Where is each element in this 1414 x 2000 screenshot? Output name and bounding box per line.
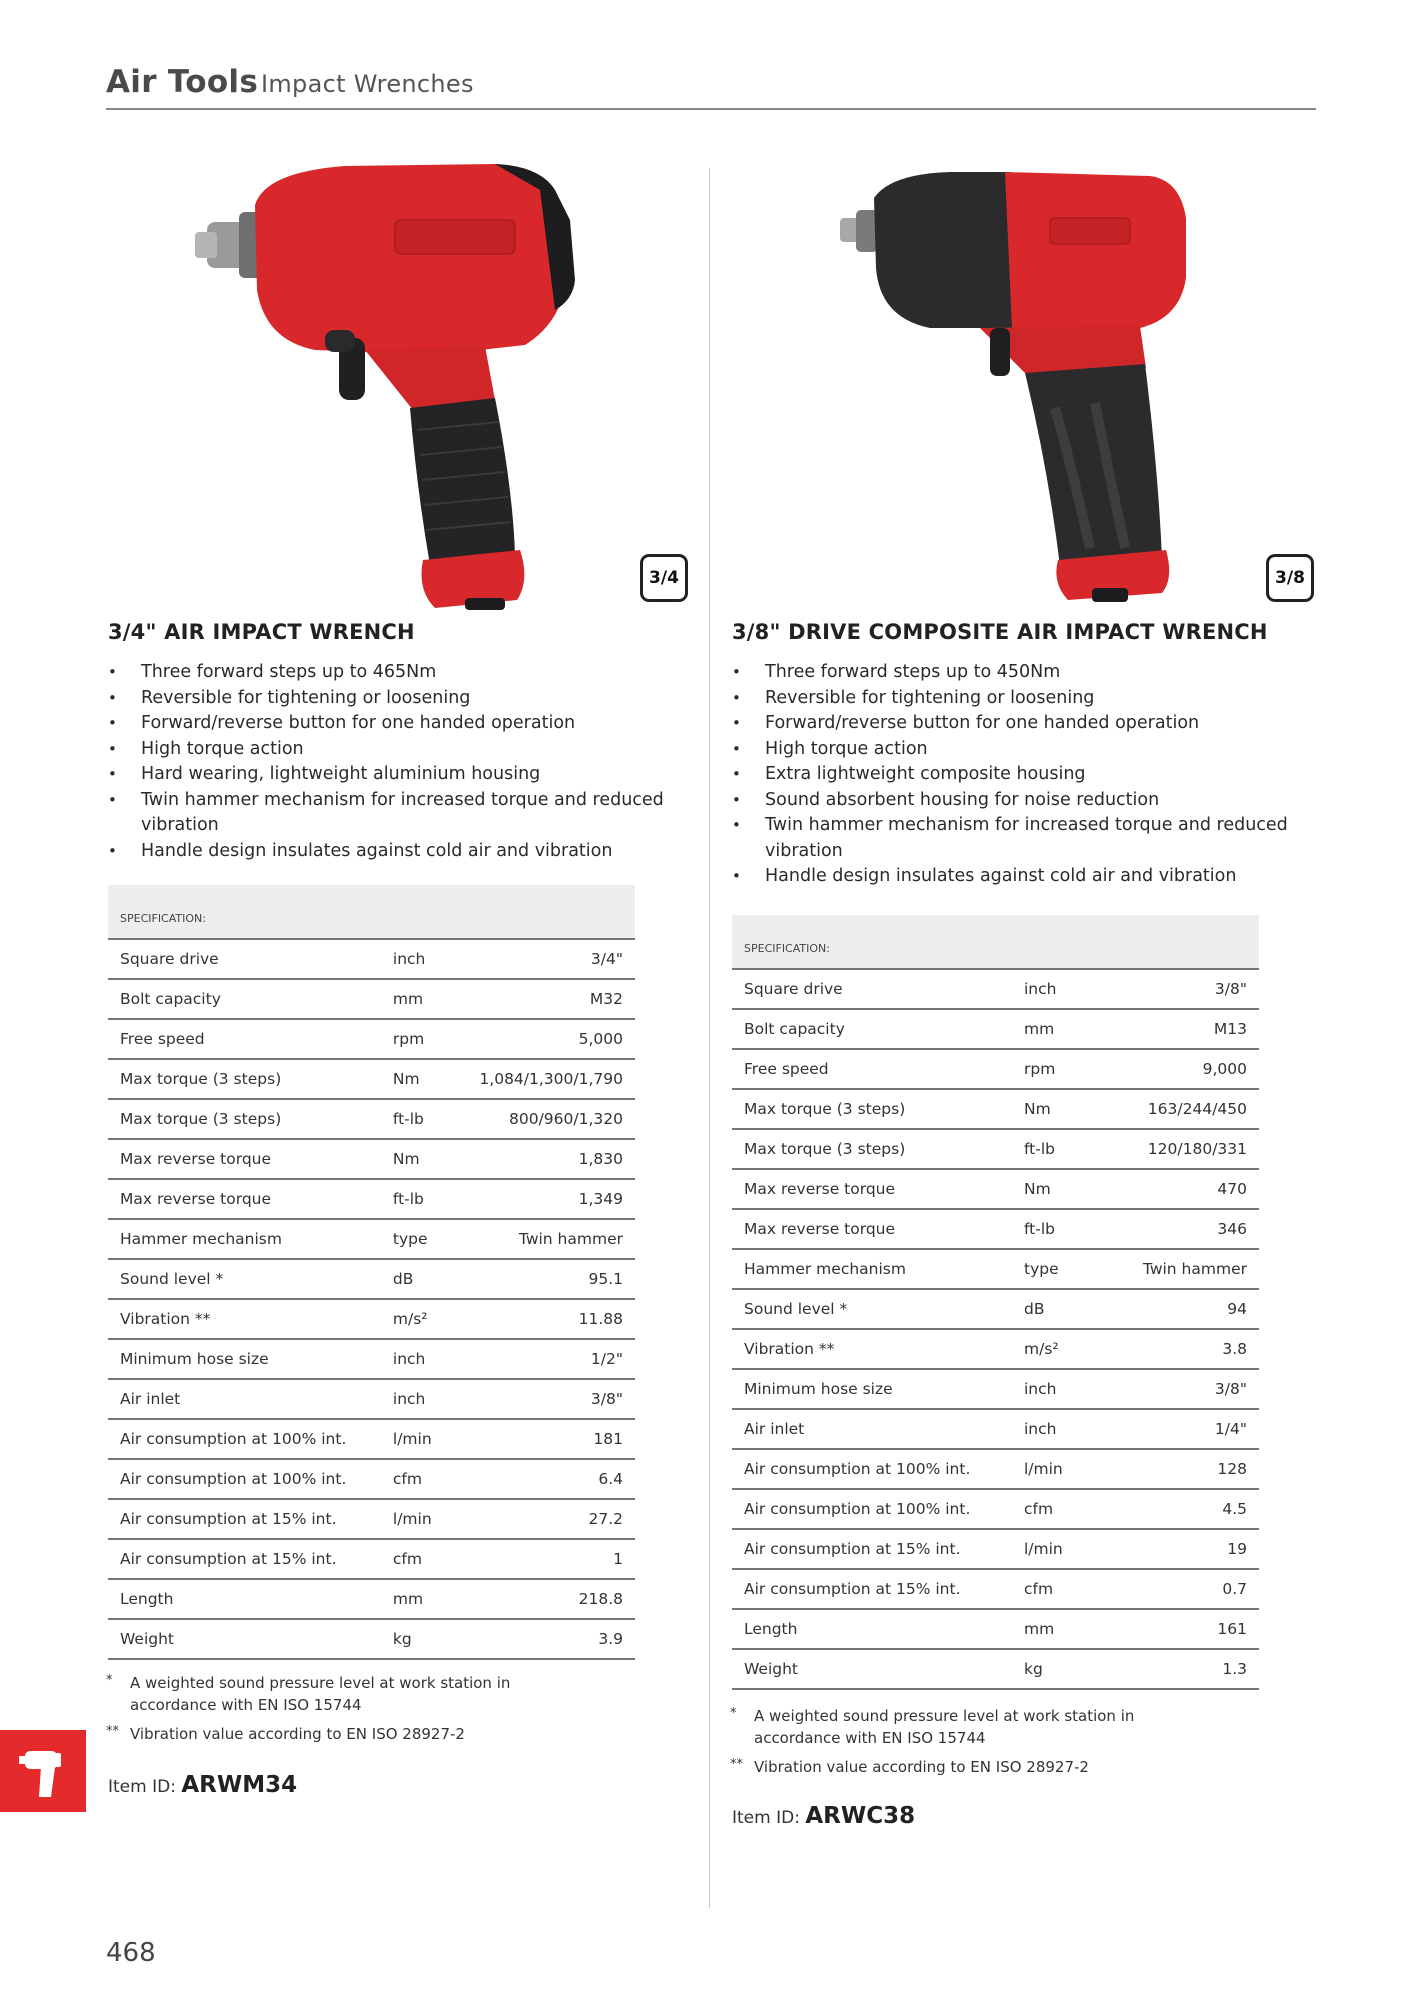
feature-item: • Handle design insulates against cold air and vibration [108, 839, 698, 865]
footnote-text: A weighted sound pressure level at work station in accordance with EN ISO 15744 [130, 1674, 511, 1714]
spec-label: Air inlet [732, 1409, 1012, 1449]
spec-label: Air consumption at 100% int. [108, 1419, 381, 1459]
spec-value: 3/8" [1106, 1369, 1259, 1409]
impact-wrench-composite-image [840, 168, 1210, 608]
spec-value: M13 [1106, 1009, 1259, 1049]
feature-item: • Three forward steps up to 465Nm [108, 660, 698, 686]
spec-value: 5,000 [467, 1019, 635, 1059]
spec-value: 3.8 [1106, 1329, 1259, 1369]
spec-unit: Nm [1012, 1089, 1106, 1129]
spec-unit: cfm [1012, 1489, 1106, 1529]
spec-value: 1 [467, 1539, 635, 1579]
table-row [108, 1299, 635, 1339]
spec-unit: l/min [1012, 1529, 1106, 1569]
impact-wrench-red-image [195, 160, 615, 615]
footnote [730, 1756, 1190, 1778]
spec-label: Air consumption at 15% int. [108, 1539, 381, 1579]
table-row [108, 1619, 635, 1659]
table-row [108, 1539, 635, 1579]
spec-value: Twin hammer [1106, 1249, 1259, 1289]
spec-unit: ft-lb [381, 1179, 468, 1219]
subcategory-title: Impact Wrenches [261, 70, 474, 98]
footnote-mark: * [106, 1673, 113, 1688]
table-row [108, 1259, 635, 1299]
spec-label: Free speed [108, 1019, 381, 1059]
table-row [732, 1609, 1259, 1649]
spec-value: 1.3 [1106, 1649, 1259, 1689]
feature-item: • Sound absorbent housing for noise reduction [732, 788, 1322, 814]
spec-value: 6.4 [467, 1459, 635, 1499]
spec-label: Sound level * [732, 1289, 1012, 1329]
spec-unit: inch [1012, 969, 1106, 1009]
table-row [108, 1499, 635, 1539]
spec-value: 3.9 [467, 1619, 635, 1659]
spec-unit: l/min [1012, 1449, 1106, 1489]
feature-list [108, 660, 698, 864]
badge-numerator: 3 [1275, 568, 1287, 588]
feature-item: • Three forward steps up to 450Nm [732, 660, 1322, 686]
spec-unit: l/min [381, 1499, 468, 1539]
drive-size-badge-icon: 3 / 4 [640, 554, 688, 602]
spec-value: 1,830 [467, 1139, 635, 1179]
feature-item: • Twin hammer mechanism for increased torque and reduced vibration [732, 813, 1322, 864]
feature-item: • Reversible for tightening or loosening [108, 686, 698, 712]
spec-label: Air consumption at 15% int. [732, 1529, 1012, 1569]
spec-label: Length [732, 1609, 1012, 1649]
spec-label: Hammer mechanism [732, 1249, 1012, 1289]
spec-value: Twin hammer [467, 1219, 635, 1259]
spec-label: Hammer mechanism [108, 1219, 381, 1259]
spec-label: Square drive [108, 939, 381, 979]
spec-label: Length [108, 1579, 381, 1619]
spec-label: Bolt capacity [108, 979, 381, 1019]
spec-unit: inch [381, 1379, 468, 1419]
table-row [732, 1129, 1259, 1169]
table-row [732, 1649, 1259, 1689]
spec-unit: inch [1012, 1409, 1106, 1449]
spec-value: 3/4" [467, 939, 635, 979]
item-id-label: Item ID: [108, 1777, 176, 1797]
spec-unit: m/s² [381, 1299, 468, 1339]
spec-label: Sound level * [108, 1259, 381, 1299]
table-row [108, 1099, 635, 1139]
table-row [108, 1419, 635, 1459]
spec-unit: mm [381, 979, 468, 1019]
item-id [108, 1772, 297, 1798]
feature-item: • High torque action [108, 737, 698, 763]
table-row [732, 1289, 1259, 1329]
footnote-mark: ** [106, 1724, 119, 1739]
spec-label: Square drive [732, 969, 1012, 1009]
spec-label: Max reverse torque [108, 1179, 381, 1219]
spec-value: 128 [1106, 1449, 1259, 1489]
item-id-label: Item ID: [732, 1808, 800, 1828]
footnote-text: Vibration value according to EN ISO 28927-2 [130, 1725, 465, 1743]
spec-unit: cfm [381, 1459, 468, 1499]
spec-value: 95.1 [467, 1259, 635, 1299]
spec-unit: mm [1012, 1609, 1106, 1649]
spec-unit: rpm [381, 1019, 468, 1059]
spec-unit: Nm [381, 1139, 468, 1179]
table-row [732, 1209, 1259, 1249]
spec-unit: mm [381, 1579, 468, 1619]
air-tools-section-tab [0, 1730, 86, 1812]
spec-value: 3/8" [467, 1379, 635, 1419]
feature-list [732, 660, 1322, 890]
spec-unit: m/s² [1012, 1329, 1106, 1369]
table-row [732, 1329, 1259, 1369]
spec-value: 1,084/1,300/1,790 [467, 1059, 635, 1099]
footnotes [730, 1705, 1190, 1785]
spec-value: 1/2" [467, 1339, 635, 1379]
table-row [108, 1059, 635, 1099]
spec-unit: ft-lb [381, 1099, 468, 1139]
spec-label: Minimum hose size [108, 1339, 381, 1379]
spec-unit: inch [381, 1339, 468, 1379]
spec-label: Weight [108, 1619, 381, 1659]
table-row [108, 1019, 635, 1059]
feature-item: • Forward/reverse button for one handed operation [732, 711, 1322, 737]
table-row [108, 1139, 635, 1179]
spec-label: Air consumption at 100% int. [108, 1459, 381, 1499]
spec-unit: inch [1012, 1369, 1106, 1409]
spec-value: 1/4" [1106, 1409, 1259, 1449]
spec-value: 94 [1106, 1289, 1259, 1329]
table-row [732, 1009, 1259, 1049]
spec-unit: type [1012, 1249, 1106, 1289]
spec-label: Max torque (3 steps) [732, 1089, 1012, 1129]
spec-label: Max reverse torque [732, 1209, 1012, 1249]
table-row [108, 1379, 635, 1419]
spec-header-row [108, 885, 635, 939]
footnote [106, 1672, 566, 1716]
spec-value: 120/180/331 [1106, 1129, 1259, 1169]
spec-label: Vibration ** [732, 1329, 1012, 1369]
badge-numerator: 3 [649, 568, 661, 588]
spec-value: 470 [1106, 1169, 1259, 1209]
feature-item: • Hard wearing, lightweight aluminium housing [108, 762, 698, 788]
spec-unit: inch [381, 939, 468, 979]
spec-unit: Nm [1012, 1169, 1106, 1209]
feature-item: • Extra lightweight composite housing [732, 762, 1322, 788]
specification-table [108, 885, 635, 1660]
spec-value: 218.8 [467, 1579, 635, 1619]
spec-label: Max reverse torque [732, 1169, 1012, 1209]
spec-value: 800/960/1,320 [467, 1099, 635, 1139]
item-id [732, 1803, 915, 1829]
table-row [732, 969, 1259, 1009]
table-row [108, 1339, 635, 1379]
feature-item: • Reversible for tightening or loosening [732, 686, 1322, 712]
table-row [732, 1409, 1259, 1449]
footnotes [106, 1672, 566, 1752]
spec-unit: cfm [1012, 1569, 1106, 1609]
spec-value: 346 [1106, 1209, 1259, 1249]
spec-unit: l/min [381, 1419, 468, 1459]
spec-unit: kg [1012, 1649, 1106, 1689]
feature-item: • High torque action [732, 737, 1322, 763]
specification-table [732, 915, 1259, 1690]
spec-label: Max torque (3 steps) [732, 1129, 1012, 1169]
spec-value: 4.5 [1106, 1489, 1259, 1529]
spec-label: Max torque (3 steps) [108, 1059, 381, 1099]
spec-unit: rpm [1012, 1049, 1106, 1089]
spec-value: M32 [467, 979, 635, 1019]
spec-unit: mm [1012, 1009, 1106, 1049]
spec-label: Max torque (3 steps) [108, 1099, 381, 1139]
spec-label: Air inlet [108, 1379, 381, 1419]
spec-value: 0.7 [1106, 1569, 1259, 1609]
spec-value: 163/244/450 [1106, 1089, 1259, 1129]
table-row [732, 1449, 1259, 1489]
spec-value: 19 [1106, 1529, 1259, 1569]
table-row [732, 1529, 1259, 1569]
feature-item: • Handle design insulates against cold air and vibration [732, 864, 1322, 890]
footnote-mark: * [730, 1706, 737, 1721]
table-row [108, 939, 635, 979]
table-row [732, 1049, 1259, 1089]
page-header [106, 60, 1316, 110]
impact-wrench-icon [19, 1743, 67, 1799]
spec-label: Bolt capacity [732, 1009, 1012, 1049]
page-number: 468 [106, 1938, 156, 1968]
spec-value: 181 [467, 1419, 635, 1459]
feature-item: • Twin hammer mechanism for increased torque and reduced vibration [108, 788, 698, 839]
table-row [732, 1169, 1259, 1209]
spec-unit: ft-lb [1012, 1129, 1106, 1169]
spec-label: Air consumption at 15% int. [108, 1499, 381, 1539]
spec-header: SPECIFICATION: [732, 915, 1259, 969]
table-row [732, 1569, 1259, 1609]
category-title: Air Tools [106, 64, 259, 100]
badge-denominator: 4 [667, 568, 679, 588]
item-id-value: ARWM34 [181, 1772, 298, 1798]
spec-header-row [732, 915, 1259, 969]
table-row [732, 1089, 1259, 1129]
table-row [108, 1579, 635, 1619]
spec-label: Weight [732, 1649, 1012, 1689]
table-row [732, 1249, 1259, 1289]
spec-value: 1,349 [467, 1179, 635, 1219]
footnote [106, 1723, 566, 1745]
spec-unit: kg [381, 1619, 468, 1659]
spec-unit: type [381, 1219, 468, 1259]
spec-value: 11.88 [467, 1299, 635, 1339]
table-row [108, 1459, 635, 1499]
spec-value: 27.2 [467, 1499, 635, 1539]
footnote-text: Vibration value according to EN ISO 28927-2 [754, 1758, 1089, 1776]
spec-unit: dB [1012, 1289, 1106, 1329]
drive-size-badge-icon: 3 / 8 [1266, 554, 1314, 602]
spec-unit: Nm [381, 1059, 468, 1099]
column-divider [709, 168, 710, 1908]
spec-label: Air consumption at 100% int. [732, 1489, 1012, 1529]
spec-unit: dB [381, 1259, 468, 1299]
spec-label: Minimum hose size [732, 1369, 1012, 1409]
spec-value: 161 [1106, 1609, 1259, 1649]
footnote-mark: ** [730, 1757, 743, 1772]
spec-unit: ft-lb [1012, 1209, 1106, 1249]
spec-label: Free speed [732, 1049, 1012, 1089]
spec-label: Max reverse torque [108, 1139, 381, 1179]
spec-value: 9,000 [1106, 1049, 1259, 1089]
spec-label: Air consumption at 15% int. [732, 1569, 1012, 1609]
table-row [108, 1179, 635, 1219]
table-row [732, 1489, 1259, 1529]
table-row [732, 1369, 1259, 1409]
table-row [108, 1219, 635, 1259]
badge-denominator: 8 [1293, 568, 1305, 588]
feature-item: • Forward/reverse button for one handed operation [108, 711, 698, 737]
product-title: 3/4" AIR IMPACT WRENCH [108, 620, 415, 644]
spec-header: SPECIFICATION: [108, 885, 635, 939]
footnote-text: A weighted sound pressure level at work station in accordance with EN ISO 15744 [754, 1707, 1135, 1747]
table-row [108, 979, 635, 1019]
spec-label: Air consumption at 100% int. [732, 1449, 1012, 1489]
spec-value: 3/8" [1106, 969, 1259, 1009]
footnote [730, 1705, 1190, 1749]
item-id-value: ARWC38 [805, 1803, 916, 1829]
spec-label: Vibration ** [108, 1299, 381, 1339]
spec-unit: cfm [381, 1539, 468, 1579]
product-title: 3/8" DRIVE COMPOSITE AIR IMPACT WRENCH [732, 620, 1268, 644]
